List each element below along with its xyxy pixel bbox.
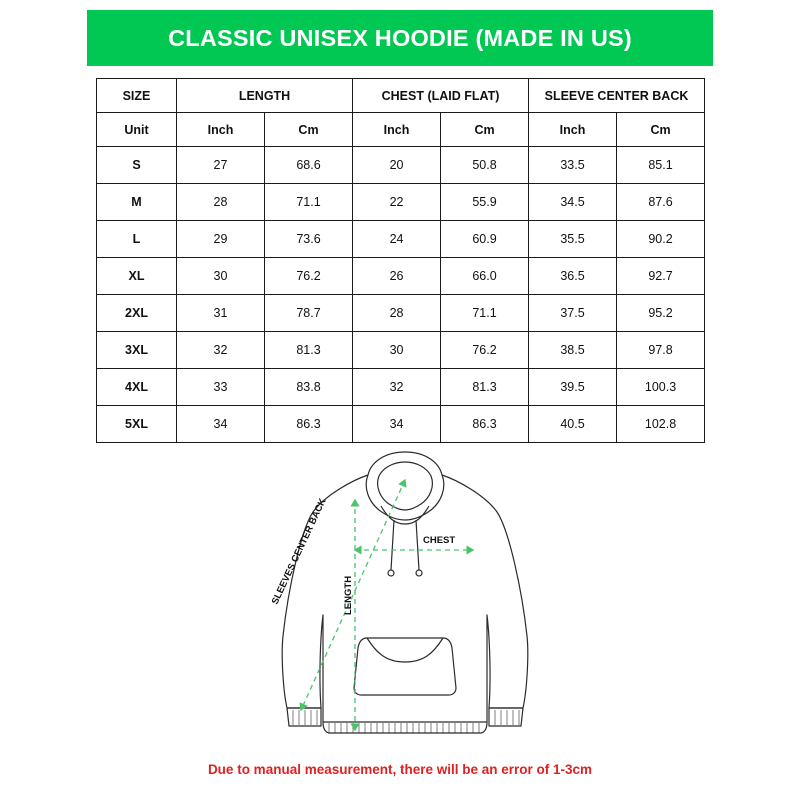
- cell-length-cm: 86.3: [265, 406, 353, 443]
- header-sleeve: SLEEVE CENTER BACK: [529, 79, 705, 113]
- table-row: [97, 184, 705, 221]
- cell-chest-cm: 76.2: [441, 332, 529, 369]
- cell-chest-inch: 26: [353, 258, 441, 295]
- table-unit-header-row: [97, 113, 705, 147]
- cell-length-inch: 30: [177, 258, 265, 295]
- cell-sleeve-inch: 40.5: [529, 406, 617, 443]
- cell-length-cm: 71.1: [265, 184, 353, 221]
- header-sleeve-cm: Cm: [617, 113, 705, 147]
- cell-size: S: [97, 147, 177, 184]
- cell-chest-cm: 71.1: [441, 295, 529, 332]
- cell-size: XL: [97, 258, 177, 295]
- cell-sleeve-cm: 102.8: [617, 406, 705, 443]
- hoodie-outline: [282, 452, 528, 733]
- cell-size: 4XL: [97, 369, 177, 406]
- cell-length-cm: 83.8: [265, 369, 353, 406]
- cell-chest-inch: 24: [353, 221, 441, 258]
- cell-chest-inch: 20: [353, 147, 441, 184]
- header-chest: CHEST (LAID FLAT): [353, 79, 529, 113]
- cell-size: 2XL: [97, 295, 177, 332]
- header-size: SIZE: [97, 79, 177, 113]
- header-length-inch: Inch: [177, 113, 265, 147]
- header-chest-cm: Cm: [441, 113, 529, 147]
- table-group-header-row: [97, 79, 705, 113]
- cell-sleeve-cm: 87.6: [617, 184, 705, 221]
- cell-length-cm: 68.6: [265, 147, 353, 184]
- cell-chest-cm: 86.3: [441, 406, 529, 443]
- cell-chest-inch: 34: [353, 406, 441, 443]
- cell-sleeve-inch: 33.5: [529, 147, 617, 184]
- cell-sleeve-inch: 34.5: [529, 184, 617, 221]
- cell-length-inch: 31: [177, 295, 265, 332]
- cell-sleeve-inch: 39.5: [529, 369, 617, 406]
- cell-size: 3XL: [97, 332, 177, 369]
- cell-chest-cm: 66.0: [441, 258, 529, 295]
- size-chart-table: [96, 78, 705, 443]
- cell-size: L: [97, 221, 177, 258]
- cell-chest-inch: 22: [353, 184, 441, 221]
- cell-sleeve-cm: 100.3: [617, 369, 705, 406]
- header-unit: Unit: [97, 113, 177, 147]
- cell-sleeve-inch: 35.5: [529, 221, 617, 258]
- page-title: CLASSIC UNISEX HOODIE (MADE IN US): [168, 24, 632, 51]
- cell-length-inch: 28: [177, 184, 265, 221]
- label-length: LENGTH: [343, 575, 354, 615]
- cell-chest-cm: 50.8: [441, 147, 529, 184]
- header-chest-inch: Inch: [353, 113, 441, 147]
- cell-sleeve-cm: 85.1: [617, 147, 705, 184]
- cell-sleeve-inch: 37.5: [529, 295, 617, 332]
- label-sleeves-center-back: SLEEVES CENTER BACK: [269, 496, 329, 607]
- cell-size: 5XL: [97, 406, 177, 443]
- cell-sleeve-cm: 97.8: [617, 332, 705, 369]
- cell-chest-inch: 32: [353, 369, 441, 406]
- table-row: [97, 221, 705, 258]
- cell-sleeve-cm: 95.2: [617, 295, 705, 332]
- header-sleeve-inch: Inch: [529, 113, 617, 147]
- table-row: [97, 406, 705, 443]
- cell-length-inch: 34: [177, 406, 265, 443]
- hoodie-diagram: [255, 440, 555, 750]
- cell-length-inch: 29: [177, 221, 265, 258]
- table-row: [97, 369, 705, 406]
- measurement-disclaimer: Due to manual measurement, there will be an error of 1-3cm: [207, 762, 593, 777]
- cell-length-cm: 81.3: [265, 332, 353, 369]
- measurement-arrows: [301, 480, 473, 730]
- cell-length-cm: 78.7: [265, 295, 353, 332]
- cell-length-inch: 27: [177, 147, 265, 184]
- label-chest: CHEST: [423, 535, 456, 546]
- cell-size: M: [97, 184, 177, 221]
- cell-sleeve-cm: 92.7: [617, 258, 705, 295]
- cell-chest-inch: 30: [353, 332, 441, 369]
- cell-sleeve-cm: 90.2: [617, 221, 705, 258]
- cell-length-inch: 33: [177, 369, 265, 406]
- table-row: [97, 147, 705, 184]
- cell-chest-cm: 81.3: [441, 369, 529, 406]
- cell-sleeve-inch: 38.5: [529, 332, 617, 369]
- table-row: [97, 258, 705, 295]
- table-row: [97, 295, 705, 332]
- cell-chest-cm: 55.9: [441, 184, 529, 221]
- header-length: LENGTH: [177, 79, 353, 113]
- cell-chest-inch: 28: [353, 295, 441, 332]
- table-row: [97, 332, 705, 369]
- header-banner: [87, 10, 713, 66]
- cell-length-inch: 32: [177, 332, 265, 369]
- cell-length-cm: 76.2: [265, 258, 353, 295]
- cell-chest-cm: 60.9: [441, 221, 529, 258]
- cell-sleeve-inch: 36.5: [529, 258, 617, 295]
- header-length-cm: Cm: [265, 113, 353, 147]
- cell-length-cm: 73.6: [265, 221, 353, 258]
